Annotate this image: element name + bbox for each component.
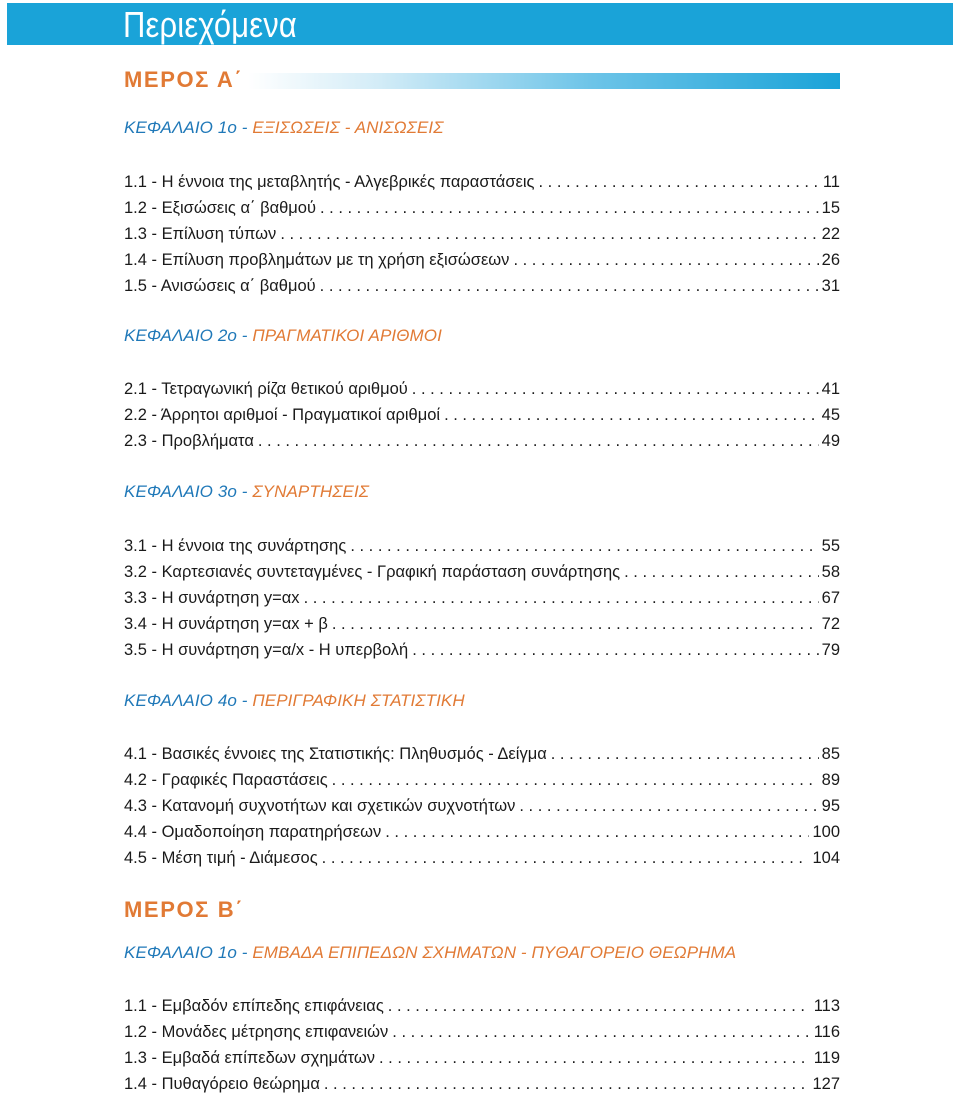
dot-leader <box>324 1073 810 1095</box>
chapter-label: ΚΕΦΑΛΑΙΟ 4ο <box>124 691 237 710</box>
toc-entry-page: 11 <box>822 173 840 191</box>
dot-leader <box>320 197 819 219</box>
chapter-heading: ΚΕΦΑΛΑΙΟ 3ο - ΣΥΝΑΡΤΗΣΕΙΣ <box>124 482 370 501</box>
chapter-heading: ΚΕΦΑΛΑΙΟ 1ο - ΕΜΒΑΔΑ ΕΠΙΠΕΔΩΝ ΣΧΗΜΑΤΩΝ - ΠΥΘΑΓΟΡΕΙΟ ΘΕΩΡΗΜΑ <box>124 943 737 962</box>
chapter-heading: ΚΕΦΑΛΑΙΟ 2ο - ΠΡΑΓΜΑΤΙΚΟΙ ΑΡΙΘΜΟΙ <box>124 326 442 345</box>
toc-entry[interactable] <box>124 197 840 219</box>
toc-entry-title: 1.1 - Εμβαδόν επίπεδης επιφάνειας <box>124 997 384 1015</box>
dot-leader <box>412 378 819 400</box>
toc-entry-page: 116 <box>813 1023 840 1041</box>
part-b-heading: ΜΕΡΟΣ Β΄ <box>124 897 245 922</box>
toc-entry-page: 89 <box>821 771 840 789</box>
toc-entry-title: 3.1 - Η έννοια της συνάρτησης <box>124 537 347 555</box>
dot-leader <box>538 171 819 193</box>
toc-entry-page: 45 <box>821 406 840 424</box>
chapter-subject: ΕΜΒΑΔΑ ΕΠΙΠΕΔΩΝ ΣΧΗΜΑΤΩΝ - ΠΥΘΑΓΟΡΕΙΟ ΘΕΩΡΗΜΑ <box>252 943 737 962</box>
chapter-label: ΚΕΦΑΛΑΙΟ 1ο <box>124 943 237 962</box>
toc-entry-title: 1.1 - Η έννοια της μεταβλητής - Αλγεβρικές παραστάσεις <box>124 173 535 191</box>
toc-entry-page: 104 <box>812 849 840 867</box>
toc-entry-page: 79 <box>821 641 840 659</box>
dot-leader <box>385 821 809 843</box>
toc-entry[interactable] <box>124 1021 840 1043</box>
toc-entry-page: 49 <box>821 432 840 450</box>
dot-leader <box>258 430 819 452</box>
chapter-label: ΚΕΦΑΛΑΙΟ 2ο <box>124 326 237 345</box>
toc-entry-title: 3.3 - Η συνάρτηση y=αx <box>124 589 300 607</box>
part-b-header <box>124 894 840 926</box>
toc-entry[interactable] <box>124 249 840 271</box>
dot-leader <box>320 275 819 297</box>
toc-entry[interactable] <box>124 821 840 843</box>
chapter-subject: ΣΥΝΑΡΤΗΣΕΙΣ <box>252 482 370 501</box>
dot-leader <box>624 561 819 583</box>
chapter-subject: ΠΕΡΙΓΡΑΦΙΚΗ ΣΤΑΤΙΣΤΙΚΗ <box>252 691 465 710</box>
toc-entry[interactable] <box>124 639 840 661</box>
dot-leader <box>280 223 818 245</box>
toc-entry-title: 2.3 - Προβλήματα <box>124 432 254 450</box>
chapter-subject: ΕΞΙΣΩΣΕΙΣ - ΑΝΙΣΩΣΕΙΣ <box>252 118 444 137</box>
toc-entry[interactable] <box>124 404 840 426</box>
toc-entry-page: 67 <box>821 589 840 607</box>
toc-entry-title: 1.5 - Ανισώσεις α΄ βαθμού <box>124 277 316 295</box>
toc-entry[interactable] <box>124 171 840 193</box>
toc-entry-page: 72 <box>821 615 840 633</box>
toc-entry-title: 1.3 - Επίλυση τύπων <box>124 225 277 243</box>
toc-entry-page: 95 <box>821 797 840 815</box>
toc-entry-title: 1.4 - Πυθαγόρειο θεώρημα <box>124 1075 320 1093</box>
dot-leader <box>332 769 819 791</box>
toc-entry-title: 3.5 - Η συνάρτηση y=α/x - Η υπερβολή <box>124 641 409 659</box>
toc-entry-page: 41 <box>821 380 840 398</box>
toc-entry-title: 3.2 - Καρτεσιανές συντεταγμένες - Γραφική παράσταση συνάρτησης <box>124 563 621 581</box>
dot-leader <box>551 743 819 765</box>
toc-entry-page: 100 <box>812 823 840 841</box>
toc-entry[interactable] <box>124 275 840 297</box>
dot-leader <box>513 249 818 271</box>
toc-entry-page: 119 <box>813 1049 840 1067</box>
toc-entry-title: 2.2 - Άρρητοι αριθμοί - Πραγματικοί αριθμοί <box>124 406 441 424</box>
toc-entry-page: 127 <box>812 1075 840 1093</box>
toc-entry-page: 26 <box>821 251 840 269</box>
toc-entry-title: 1.3 - Εμβαδά επίπεδων σχημάτων <box>124 1049 375 1067</box>
toc-entry[interactable] <box>124 430 840 452</box>
toc-entry[interactable] <box>124 847 840 869</box>
dot-leader <box>412 639 818 661</box>
toc-entry-page: 58 <box>821 563 840 581</box>
toc-entry-title: 1.4 - Επίλυση προβλημάτων με τη χρήση εξισώσεων <box>124 251 510 269</box>
dot-leader <box>332 613 819 635</box>
dot-leader <box>322 847 810 869</box>
toc-entry[interactable] <box>124 535 840 557</box>
toc-entry-page: 15 <box>821 199 840 217</box>
toc-entry[interactable] <box>124 769 840 791</box>
chapter-label: ΚΕΦΑΛΑΙΟ 1ο <box>124 118 237 137</box>
toc-entry[interactable] <box>124 587 840 609</box>
toc-entry[interactable] <box>124 613 840 635</box>
toc-entry[interactable] <box>124 561 840 583</box>
toc-entry-title: 3.4 - Η συνάρτηση y=αx + β <box>124 615 328 633</box>
page-title: Περιεχόμενα <box>123 4 298 45</box>
dot-leader <box>388 995 811 1017</box>
toc-entry-page: 22 <box>821 225 840 243</box>
chapter-heading: ΚΕΦΑΛΑΙΟ 4ο - ΠΕΡΙΓΡΑΦΙΚΗ ΣΤΑΤΙΣΤΙΚΗ <box>124 691 465 710</box>
toc-entry-page: 113 <box>813 997 840 1015</box>
toc-entry[interactable] <box>124 743 840 765</box>
toc-entry-title: 2.1 - Τετραγωνική ρίζα θετικού αριθμού <box>124 380 408 398</box>
toc-entry[interactable] <box>124 378 840 400</box>
toc-entry-page: 85 <box>821 745 840 763</box>
part-a-header <box>124 64 840 96</box>
toc-entry-title: 4.2 - Γραφικές Παραστάσεις <box>124 771 328 789</box>
toc-entry-page: 55 <box>821 537 840 555</box>
dot-leader <box>444 404 819 426</box>
toc-entry-page: 31 <box>821 277 840 295</box>
toc-entry[interactable] <box>124 223 840 245</box>
chapter-subject: ΠΡΑΓΜΑΤΙΚΟΙ ΑΡΙΘΜΟΙ <box>252 326 442 345</box>
toc-entry[interactable] <box>124 795 840 817</box>
dot-leader <box>392 1021 810 1043</box>
toc-entry-title: 1.2 - Εξισώσεις α΄ βαθμού <box>124 199 316 217</box>
toc-entry[interactable] <box>124 1073 840 1095</box>
toc-entry-title: 4.4 - Ομαδοποίηση παρατηρήσεων <box>124 823 382 841</box>
toc-entry-title: 4.1 - Βασικές έννοιες της Στατιστικής: Πληθυσμός - Δείγμα <box>124 745 547 763</box>
chapter-heading: ΚΕΦΑΛΑΙΟ 1ο - ΕΞΙΣΩΣΕΙΣ - ΑΝΙΣΩΣΕΙΣ <box>124 118 444 137</box>
dot-leader <box>350 535 818 557</box>
title-bar <box>7 3 953 45</box>
toc-entry[interactable] <box>124 995 840 1017</box>
dot-leader <box>519 795 818 817</box>
part-a-gradient-bar <box>248 73 840 89</box>
toc-entry-title: 4.3 - Κατανομή συχνοτήτων και σχετικών συχνοτήτων <box>124 797 516 815</box>
dot-leader <box>379 1047 811 1069</box>
dot-leader <box>304 587 819 609</box>
toc-entry-title: 1.2 - Μονάδες μέτρησης επιφανειών <box>124 1023 389 1041</box>
chapter-label: ΚΕΦΑΛΑΙΟ 3ο <box>124 482 237 501</box>
toc-entry[interactable] <box>124 1047 840 1069</box>
toc-entry-title: 4.5 - Μέση τιμή - Διάμεσος <box>124 849 318 867</box>
part-a-heading: ΜΕΡΟΣ Α΄ <box>124 67 244 92</box>
